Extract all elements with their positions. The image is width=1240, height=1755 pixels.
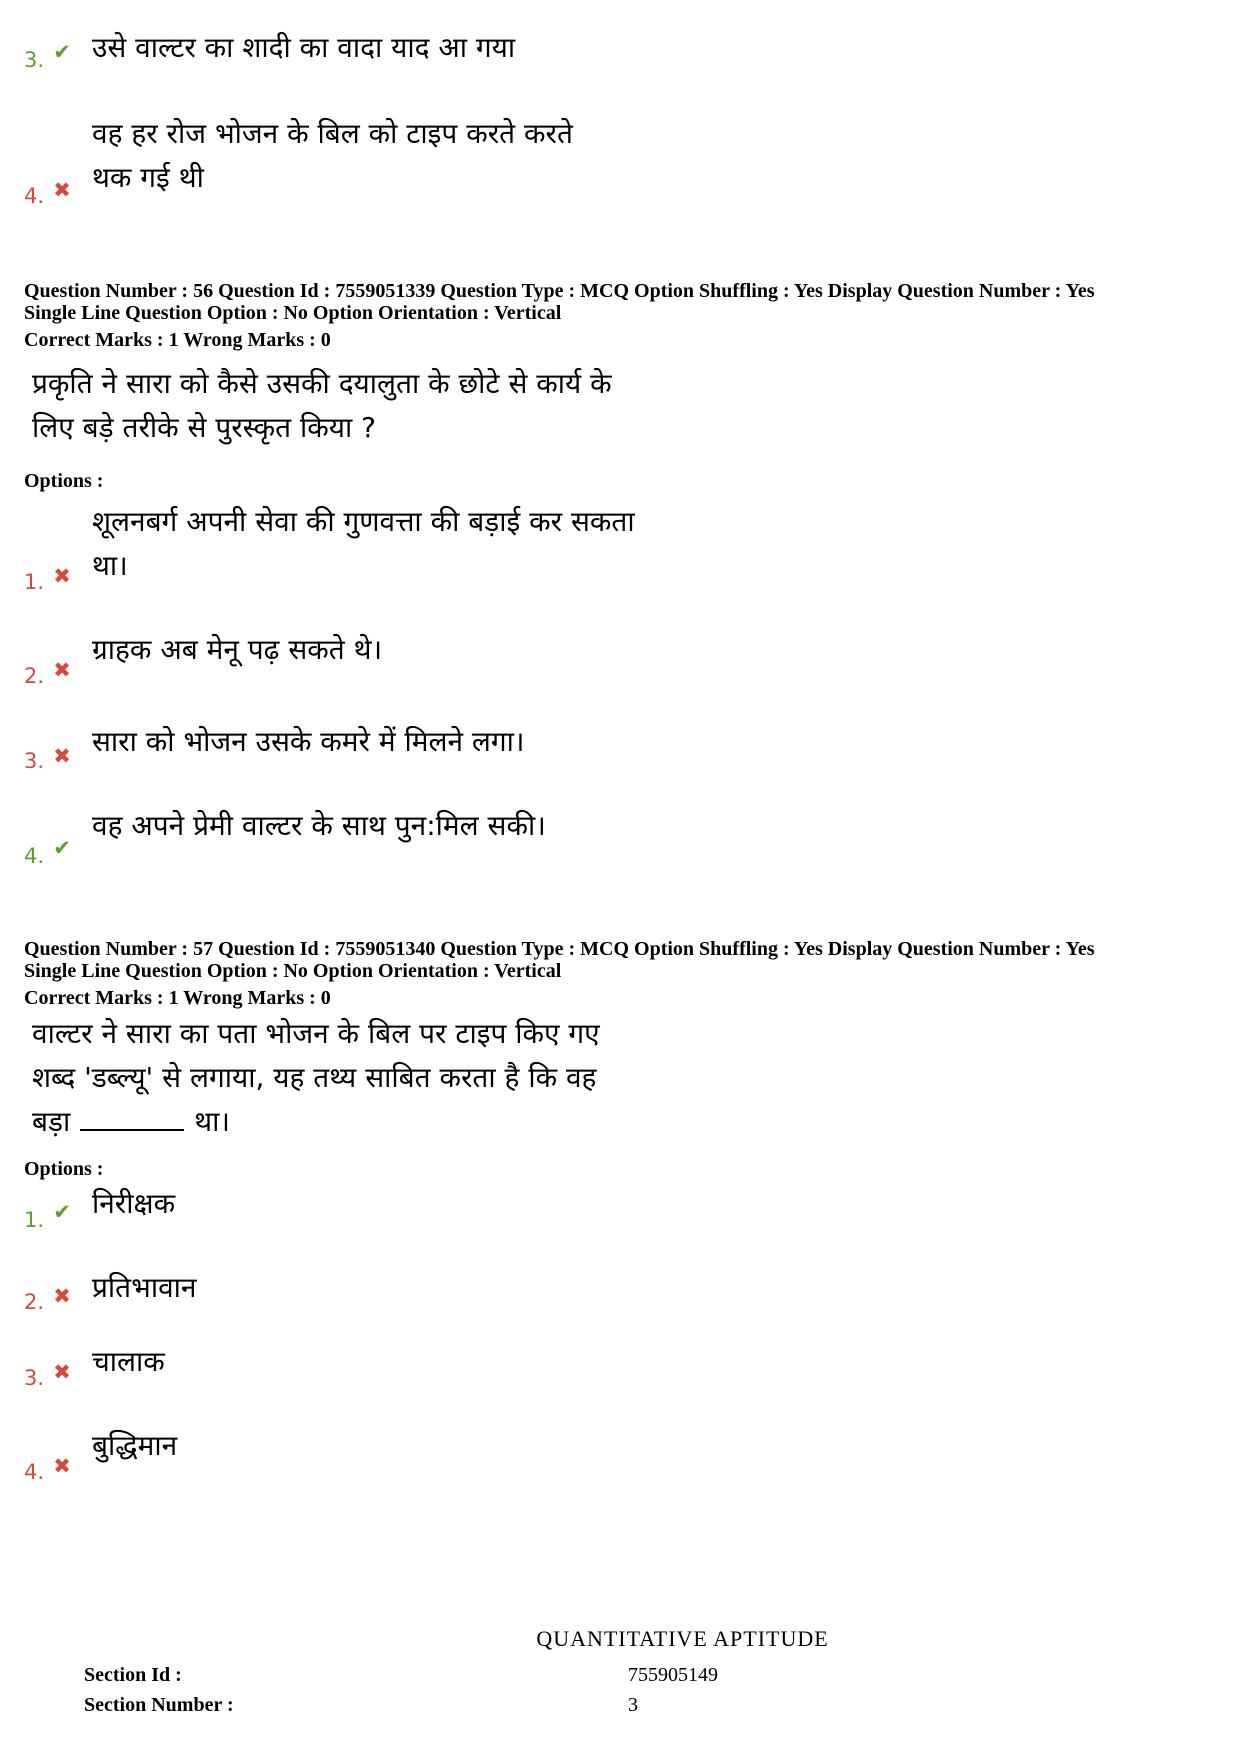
options-label: Options : [24,470,104,492]
question-meta: Question Number : 56 Question Id : 7559051339 Question Type : MCQ Option Shuffling : Yes Display Question Number : Yes [24,280,1095,302]
option-text: सारा को भोजन उसके कमरे में मिलने लगा। [92,725,525,758]
wrong-cross-icon: ✖ [53,564,71,588]
correct-check-icon: ✔ [53,1200,71,1224]
option-number: 3. [24,48,45,72]
question-marks: Correct Marks : 1 Wrong Marks : 0 [24,987,331,1009]
option-text: वह हर रोज भोजन के बिल को टाइप करते करते [92,117,573,150]
question-text: लिए बड़े तरीके से पुरस्कृत किया ? [32,411,377,444]
section-number-label: Section Number : [84,1694,234,1716]
option-text: उसे वाल्टर का शादी का वादा याद आ गया [92,31,516,64]
section-number-value: 3 [628,1694,638,1716]
fill-in-blank [80,1129,184,1131]
question-marks: Correct Marks : 1 Wrong Marks : 0 [24,329,331,351]
options-label: Options : [24,1158,104,1180]
option-number: 4. [24,1460,45,1484]
section-id-value: 755905149 [628,1664,718,1686]
wrong-cross-icon: ✖ [53,1360,71,1384]
question-meta: Single Line Question Option : No Option Orientation : Vertical [24,960,562,982]
option-number: 1. [24,570,45,594]
option-text: था। [92,549,128,582]
option-number: 4. [24,844,45,868]
correct-check-icon: ✔ [53,836,71,860]
correct-check-icon: ✔ [53,40,71,64]
question-meta: Question Number : 57 Question Id : 7559051340 Question Type : MCQ Option Shuffling : Yes Display Question Number : Yes [24,938,1095,960]
question-text: वाल्टर ने सारा का पता भोजन के बिल पर टाइप किए गए [32,1017,600,1050]
section-title: QUANTITATIVE APTITUDE [536,1626,829,1651]
wrong-cross-icon: ✖ [53,658,71,682]
wrong-cross-icon: ✖ [53,1284,71,1308]
option-number: 2. [24,664,45,688]
option-text: थक गई थी [92,161,204,194]
question-text-part: था। [194,1105,230,1138]
wrong-cross-icon: ✖ [53,744,71,768]
option-number: 3. [24,1366,45,1390]
option-text: चालाक [92,1345,165,1378]
option-number: 4. [24,184,45,208]
option-text: शूलनबर्ग अपनी सेवा की गुणवत्ता की बड़ाई कर सकता [92,505,635,538]
option-text: ग्राहक अब मेनू पढ़ सकते थे। [92,633,383,666]
option-text: निरीक्षक [92,1187,176,1220]
option-text: प्रतिभावान [92,1271,197,1304]
question-text: शब्द 'डब्ल्यू' से लगाया, यह तथ्य साबित करता है कि वह [32,1061,597,1094]
question-text [32,1100,230,1144]
section-id-label: Section Id : [84,1664,182,1686]
question-meta: Single Line Question Option : No Option Orientation : Vertical [24,302,562,324]
option-number: 3. [24,749,45,773]
question-text: प्रकृति ने सारा को कैसे उसकी दयालुता के छोटे से कार्य के [32,367,612,400]
option-number: 2. [24,1290,45,1314]
wrong-cross-icon: ✖ [53,178,71,202]
wrong-cross-icon: ✖ [53,1454,71,1478]
question-text-part: बड़ा [32,1105,71,1138]
option-number: 1. [24,1208,45,1232]
option-text: बुद्धिमान [92,1429,178,1462]
option-text: वह अपने प्रेमी वाल्टर के साथ पुन:मिल सकी। [92,809,546,842]
